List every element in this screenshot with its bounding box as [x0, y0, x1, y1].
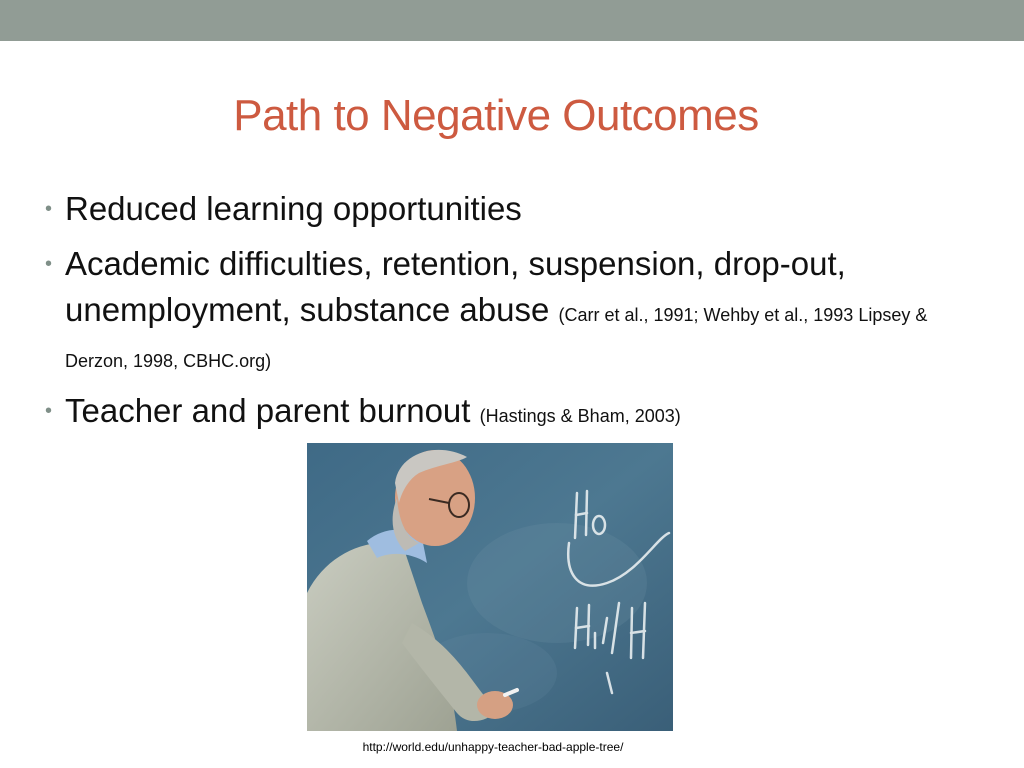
citation: (Hastings & Bham, 2003): [479, 406, 681, 426]
bullet-text: Academic difficulties, retention, suspension, drop-out, unemployment, substance abuse: [65, 245, 846, 328]
bullet-marker: •: [45, 400, 53, 422]
top-accent-bar: [0, 0, 1024, 41]
citation: (Carr et al., 1991; Wehby et al., 1993 Lipsey & Derzon, 1998, CBHC.org): [65, 305, 928, 371]
bullet-list: [45, 186, 965, 443]
bullet-text: Teacher and parent burnout: [65, 392, 471, 429]
photo-source-caption: http://world.edu/unhappy-teacher-bad-apple-tree/: [362, 740, 624, 754]
bullet-marker: •: [45, 198, 53, 220]
bullet-item: [45, 186, 965, 232]
bullet-marker: •: [45, 253, 53, 275]
bullet-item: [45, 241, 965, 379]
bullet-item: [45, 388, 965, 434]
teacher-chalkboard-photo: [307, 443, 673, 731]
bullet-text: Reduced learning opportunities: [65, 190, 522, 227]
slide-title: Path to Negative Outcomes: [233, 91, 759, 140]
